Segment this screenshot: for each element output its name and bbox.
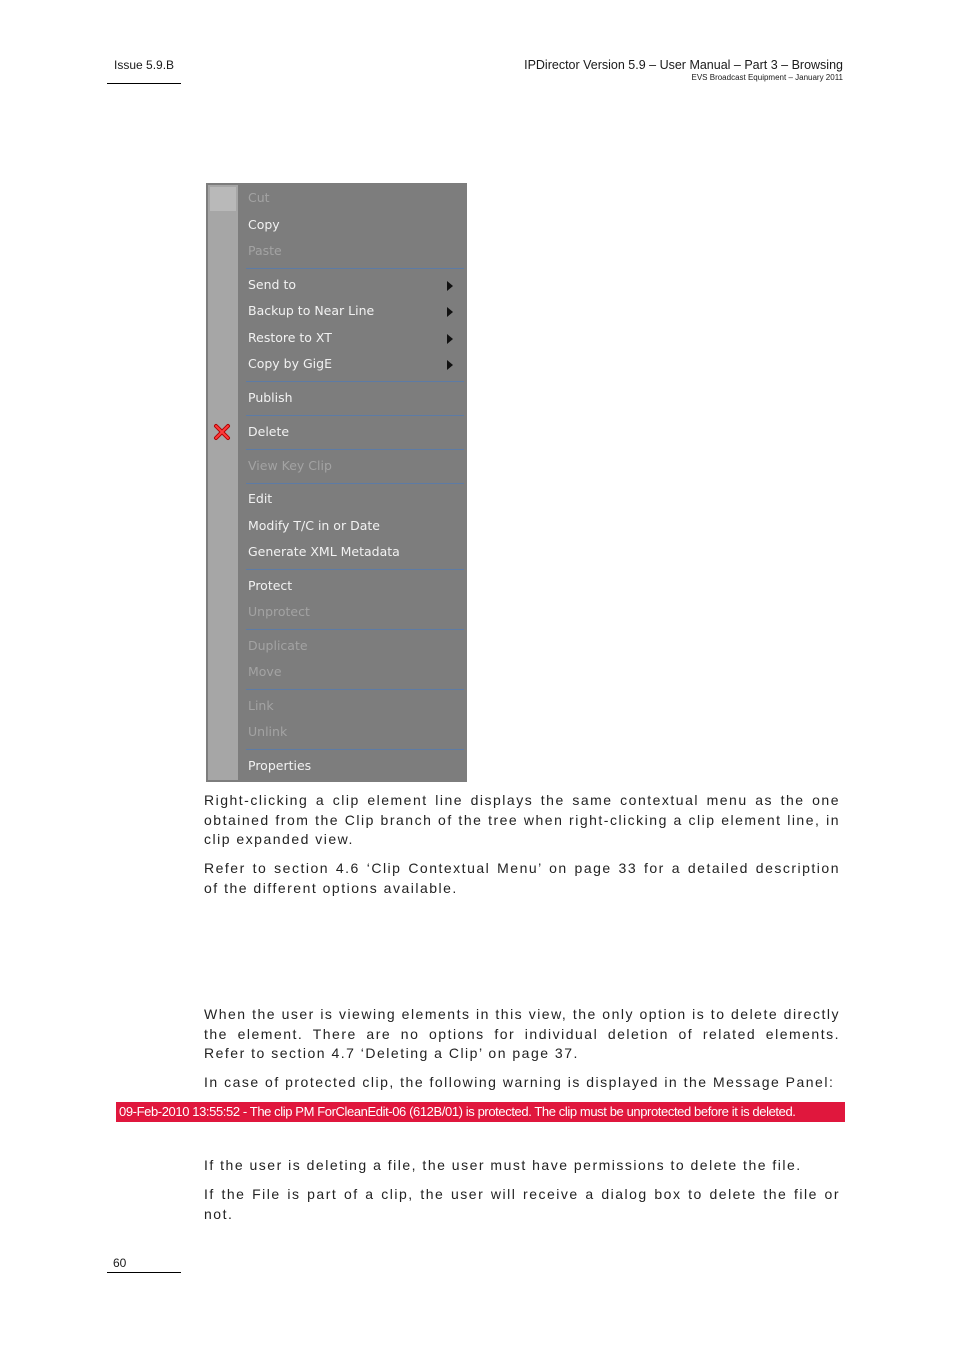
menu-item-duplicate[interactable] <box>206 633 467 659</box>
menu-separator <box>246 449 464 450</box>
menu-separator <box>246 268 464 269</box>
menu-item-properties[interactable] <box>206 753 467 779</box>
menu-item-label: Copy by GigE <box>248 356 332 371</box>
submenu-arrow-icon <box>447 360 453 370</box>
menu-item-label: View Key Clip <box>248 458 332 473</box>
menu-separator <box>246 629 464 630</box>
menu-item-label: Restore to XT <box>248 330 332 345</box>
menu-item-send-to[interactable] <box>206 272 467 298</box>
menu-item-label: Publish <box>248 390 293 405</box>
menu-item-backup-to-near-line[interactable] <box>206 298 467 324</box>
menu-item-publish[interactable] <box>206 385 467 411</box>
menu-item-delete[interactable] <box>206 419 467 445</box>
menu-item-label: Protect <box>248 578 293 593</box>
paragraph-protected-clip: In case of protected clip, the following warning is displayed in the Message Panel: <box>204 1074 835 1090</box>
clip-context-menu <box>206 183 467 782</box>
menu-item-copy[interactable] <box>206 212 467 238</box>
menu-item-label: Edit <box>248 491 273 506</box>
menu-separator <box>246 749 464 750</box>
menu-item-unlink[interactable] <box>206 719 467 745</box>
menu-item-label: Backup to Near Line <box>248 303 375 318</box>
menu-separator <box>246 569 464 570</box>
message-panel-warning: 09-Feb-2010 13:55:52 - The clip PM ForCleanEdit-06 (612B/01) is protected. The clip must be unprotected before it is deleted. <box>116 1102 845 1122</box>
submenu-arrow-icon <box>447 281 453 291</box>
menu-item-move[interactable] <box>206 659 467 685</box>
menu-item-label: Properties <box>248 758 312 773</box>
menu-item-restore-to-xt[interactable] <box>206 325 467 351</box>
submenu-arrow-icon <box>447 334 453 344</box>
menu-item-label: Unprotect <box>248 604 310 619</box>
header-rule <box>107 83 181 84</box>
menu-separator <box>246 483 464 484</box>
menu-separator <box>246 689 464 690</box>
menu-item-view-key-clip[interactable] <box>206 453 467 479</box>
menu-item-generate-xml-metadata[interactable] <box>206 539 467 565</box>
menu-item-unprotect[interactable] <box>206 599 467 625</box>
paragraph-file-permissions: If the user is deleting a file, the user must have permissions to delete the file. <box>204 1157 802 1173</box>
menu-separator <box>246 415 464 416</box>
paragraph-right-click-description: Right-clicking a clip element line displays the same contextual menu as the one obtained from the Clip branch of the tree when right-clicking a clip element line, in clip expanded view. <box>204 792 840 847</box>
document-title: IPDirector Version 5.9 – User Manual – Part 3 – Browsing <box>524 58 843 72</box>
menu-item-protect[interactable] <box>206 573 467 599</box>
paragraph-deleting-elements: When the user is viewing elements in this view, the only option is to delete directly the element. There are no options for individual deletion of related elements. Refer to section 4.7 ‘Deleting a Clip’ on page 37. <box>204 1006 840 1061</box>
menu-item-label: Unlink <box>248 724 288 739</box>
menu-item-paste[interactable] <box>206 238 467 264</box>
document-header <box>524 58 843 83</box>
menu-item-label: Cut <box>248 190 270 205</box>
menu-item-label: Generate XML Metadata <box>248 544 400 559</box>
menu-item-link[interactable] <box>206 693 467 719</box>
red-x-delete-icon <box>213 423 231 441</box>
submenu-arrow-icon <box>447 307 453 317</box>
menu-item-modify-tc[interactable] <box>206 513 467 539</box>
footer-rule <box>107 1272 181 1273</box>
menu-item-label: Link <box>248 698 274 713</box>
paragraph-file-dialog: If the File is part of a clip, the user will receive a dialog box to delete the file or not. <box>204 1186 840 1222</box>
menu-item-label: Delete <box>248 424 290 439</box>
menu-item-label: Paste <box>248 243 282 258</box>
issue-label: Issue 5.9.B <box>114 58 175 72</box>
menu-item-label: Send to <box>248 277 297 292</box>
menu-item-cut[interactable] <box>206 185 467 211</box>
paragraph-refer-section: Refer to section 4.6 ‘Clip Contextual Menu’ on page 33 for a detailed description of the different options available. <box>204 860 840 896</box>
menu-item-label: Duplicate <box>248 638 308 653</box>
menu-item-label: Move <box>248 664 282 679</box>
document-subtitle: EVS Broadcast Equipment – January 2011 <box>691 73 843 82</box>
menu-item-label: Copy <box>248 217 280 232</box>
menu-item-edit[interactable] <box>206 486 467 512</box>
menu-separator <box>246 381 464 382</box>
menu-item-copy-by-gige[interactable] <box>206 351 467 377</box>
menu-item-label: Modify T/C in or Date <box>248 518 380 533</box>
page-number: 60 <box>113 1256 127 1270</box>
